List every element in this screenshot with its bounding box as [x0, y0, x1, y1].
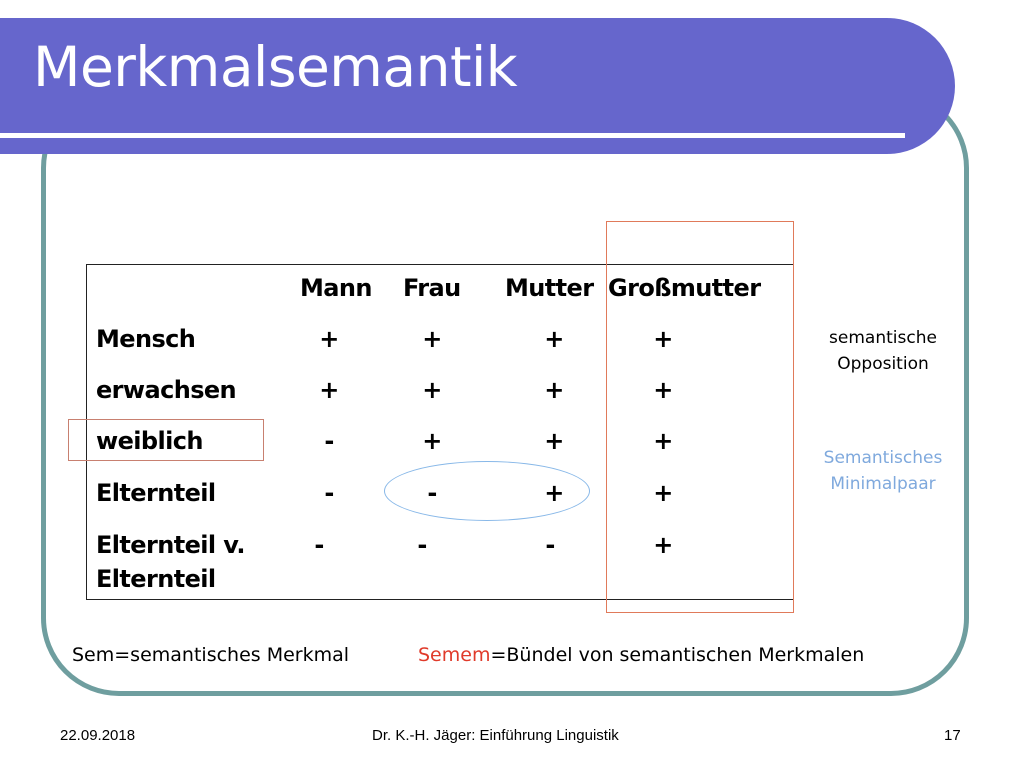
footer-date: 22.09.2018 — [60, 727, 136, 744]
table-cell: - — [324, 479, 334, 507]
row-label-mensch: Mensch — [96, 325, 196, 353]
table-cell: + — [653, 531, 673, 559]
table-cell: - — [417, 531, 427, 559]
column-header-mann: Mann — [300, 274, 372, 302]
row-label-erwachsen: erwachsen — [96, 376, 237, 404]
note-semantische-opposition — [803, 325, 963, 377]
table-cell: + — [422, 376, 442, 404]
table-cell: + — [544, 325, 564, 353]
table-cell: + — [544, 376, 564, 404]
table-cell: + — [422, 325, 442, 353]
title-underline — [0, 133, 905, 138]
note-minimalpaar-line2: Minimalpaar — [830, 474, 936, 494]
row-label-elternteil: Elternteil — [96, 479, 216, 507]
note-semantisches-minimalpaar — [803, 445, 963, 497]
table-cell: + — [544, 479, 564, 507]
table-cell: - — [545, 531, 555, 559]
table-cell: + — [653, 376, 673, 404]
row-label-elternteil-v: Elternteil v. — [96, 531, 245, 559]
table-cell: + — [653, 479, 673, 507]
definition-sem: Sem=semantisches Merkmal — [72, 644, 350, 666]
note-minimalpaar-line1: Semantisches — [823, 448, 943, 468]
slide-title: Merkmalsemantik — [33, 35, 518, 99]
table-cell: - — [427, 479, 437, 507]
footer-page-number: 17 — [944, 727, 961, 744]
note-opposition-line1: semantische — [829, 328, 937, 348]
table-cell: + — [653, 325, 673, 353]
column-header-mutter: Mutter — [505, 274, 594, 302]
column-header-frau: Frau — [403, 274, 461, 302]
table-cell: + — [319, 325, 339, 353]
table-cell: + — [319, 376, 339, 404]
note-opposition-line2: Opposition — [837, 354, 929, 374]
table-cell: + — [544, 427, 564, 455]
definition-semem-text: =Bündel von semantischen Merkmalen — [490, 644, 865, 666]
table-cell: + — [422, 427, 442, 455]
definition-semem-term: Semem — [418, 644, 491, 666]
row-label-weiblich: weiblich — [96, 427, 203, 455]
table-cell: - — [324, 427, 334, 455]
row-label-elternteil-v-line2: Elternteil — [96, 565, 216, 593]
definition-semem — [418, 646, 864, 665]
table-cell: + — [653, 427, 673, 455]
table-cell: - — [314, 531, 324, 559]
footer-author: Dr. K.-H. Jäger: Einführung Linguistik — [372, 727, 619, 744]
column-header-grossmutter: Großmutter — [608, 274, 761, 302]
